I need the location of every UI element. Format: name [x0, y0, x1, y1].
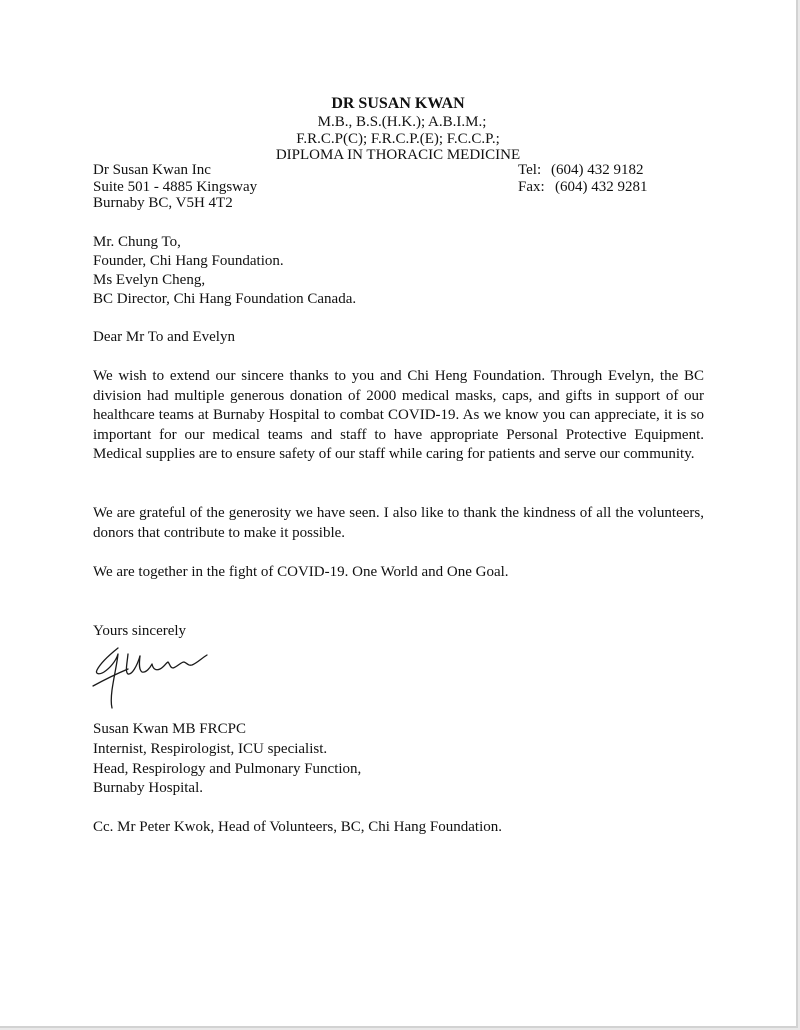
- body-paragraph-2: We are grateful of the generosity we have seen. I also like to thank the kindness of all the volunteers, donors that contribute to make it possible.: [93, 505, 704, 541]
- handwritten-signature: [90, 642, 215, 710]
- closing: Yours sincerely: [93, 623, 187, 639]
- signature-title-3: Burnaby Hospital.: [93, 780, 203, 796]
- sender-address-line-1: Dr Susan Kwan Inc: [93, 162, 211, 178]
- signature-name: Susan Kwan MB FRCPC: [93, 721, 246, 737]
- tel-number: (604) 432 9182: [551, 162, 644, 178]
- signature-title-2: Head, Respirology and Pulmonary Function,: [93, 761, 362, 777]
- fax-number: (604) 432 9281: [555, 179, 648, 195]
- letterhead-credentials-1: M.B., B.S.(H.K.); A.B.I.M.;: [317, 114, 487, 130]
- salutation: Dear Mr To and Evelyn: [93, 329, 235, 345]
- sender-address-line-3: Burnaby BC, V5H 4T2: [93, 195, 233, 211]
- letterhead-credentials-2: F.R.C.P(C); F.R.C.P.(E); F.C.C.P.;: [296, 131, 500, 147]
- signature-title-1: Internist, Respirologist, ICU specialist.: [93, 741, 328, 757]
- cc-line: Cc. Mr Peter Kwok, Head of Volunteers, BC, Chi Hang Foundation.: [93, 819, 502, 835]
- body-paragraph-3: We are together in the fight of COVID-19. One World and One Goal.: [93, 564, 509, 580]
- body-paragraph-1: We wish to extend our sincere thanks to you and Chi Heng Foundation. Through Evelyn, the BC division had multiple generous donation of 2000 medical masks, caps, and gifts in support of our healthcare teams at Burnaby Hospital to combat COVID-19. As we know you can appreciate, it is so important for our medical teams and staff to have appropriate Personal Protective Equipment. Medical supplies are to ensure safety of our staff while caring for patients and serve our community.: [93, 368, 704, 463]
- fax-label: Fax:: [518, 179, 545, 195]
- recipient-line-1: Mr. Chung To,: [93, 234, 181, 250]
- recipient-line-2: Founder, Chi Hang Foundation.: [93, 253, 284, 269]
- letterhead-name: DR SUSAN KWAN: [331, 95, 465, 112]
- letterhead-credentials-3: DIPLOMA IN THORACIC MEDICINE: [275, 147, 521, 163]
- tel-label: Tel:: [518, 162, 542, 178]
- sender-address-line-2: Suite 501 - 4885 Kingsway: [93, 179, 258, 195]
- recipient-line-3: Ms Evelyn Cheng,: [93, 272, 206, 288]
- recipient-line-4: BC Director, Chi Hang Foundation Canada.: [93, 291, 357, 307]
